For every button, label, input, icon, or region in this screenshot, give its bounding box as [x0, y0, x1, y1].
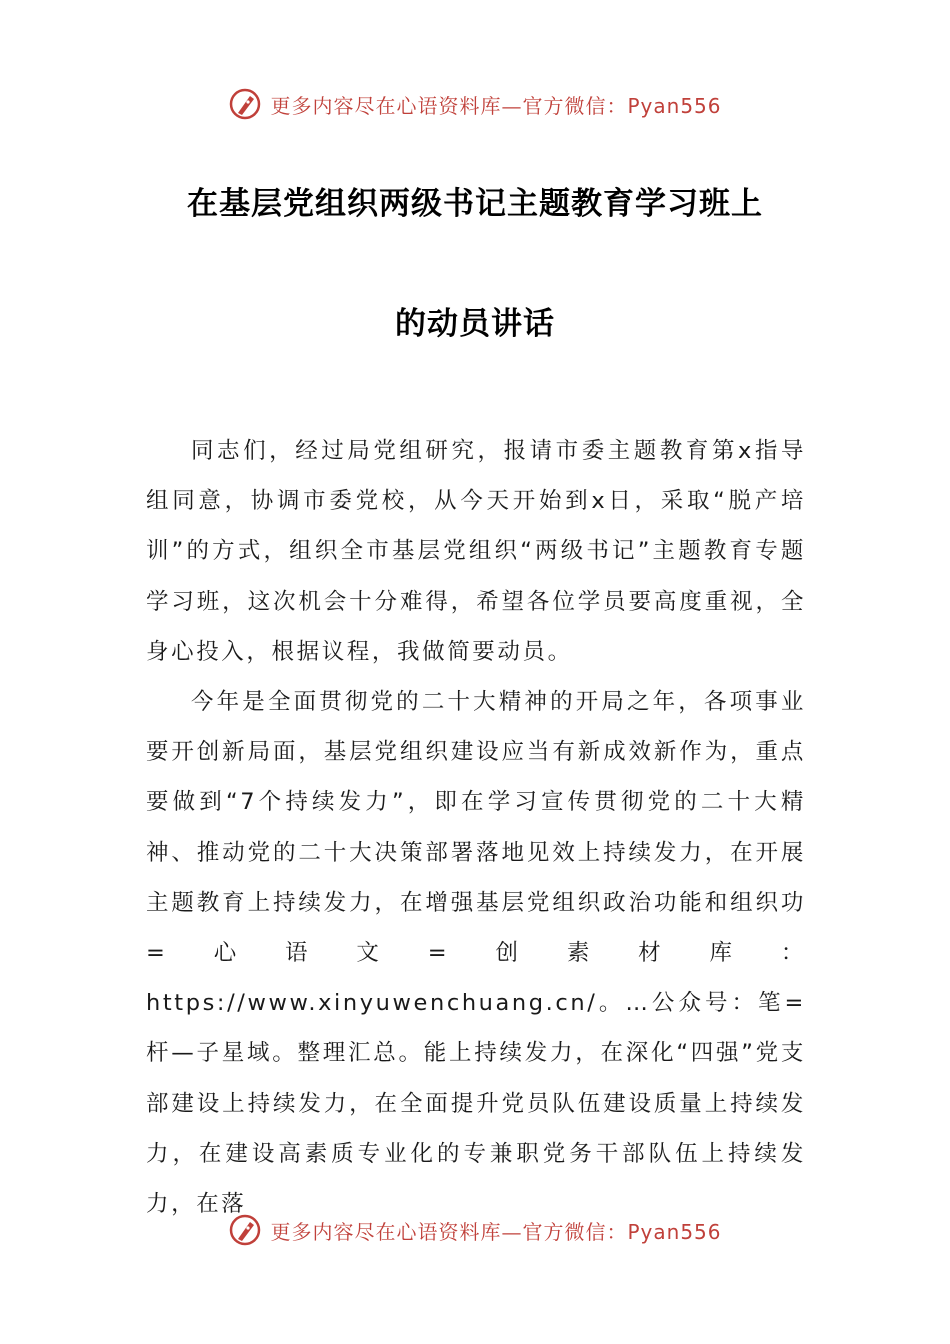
paragraph-2: 今年是全面贯彻党的二十大精神的开局之年，各项事业要开创新局面，基层党组织建设应当有新成效新作为，重点要做到“7个持续发力”，即在学习宣传贯彻党的二十大精神、推动党的二十大决策部署落地见效上持续发力，在开展主题教育上持续发力，在增强基层党组织政治功能和组织功=心语文=创素材库：https://www.xinyuwenchuang.cn/。…公众号：笔=杆—子星域。整理汇总。能上持续发力，在深化“四强”党支部建设上持续发力，在全面提升党员队伍建设质量上持续发力，在建设高素质专业化的专兼职党务干部队伍上持续发力，在落 [146, 689, 806, 1218]
banner-text: 更多内容尽在心语资料库—官方微信：Pyan556 [270, 1219, 722, 1244]
pen-nib-circle-icon [228, 87, 262, 121]
pen-nib-circle-icon [228, 1213, 262, 1247]
banner-text: 更多内容尽在心语资料库—官方微信：Pyan556 [270, 93, 722, 118]
wechat-id: Pyan556 [627, 93, 722, 118]
footer-banner [0, 1210, 950, 1250]
document-title-line2: 的动员讲话 [395, 306, 555, 342]
document-title-line1: 在基层党组织两级书记主题教育学习班上 [187, 186, 763, 222]
document-body [146, 426, 806, 1229]
paragraph-1: 同志们，经过局党组研究，报请市委主题教育第x指导组同意，协调市委党校，从今天开始到x日，采取“脱产培训”的方式，组织全市基层党组织“两级书记”主题教育专题学习班，这次机会十分难得，希望各位学员要高度重视，全身心投入，根据议程，我做简要动员。 [146, 438, 806, 665]
header-banner [0, 84, 950, 124]
wechat-id: Pyan556 [627, 1219, 722, 1244]
